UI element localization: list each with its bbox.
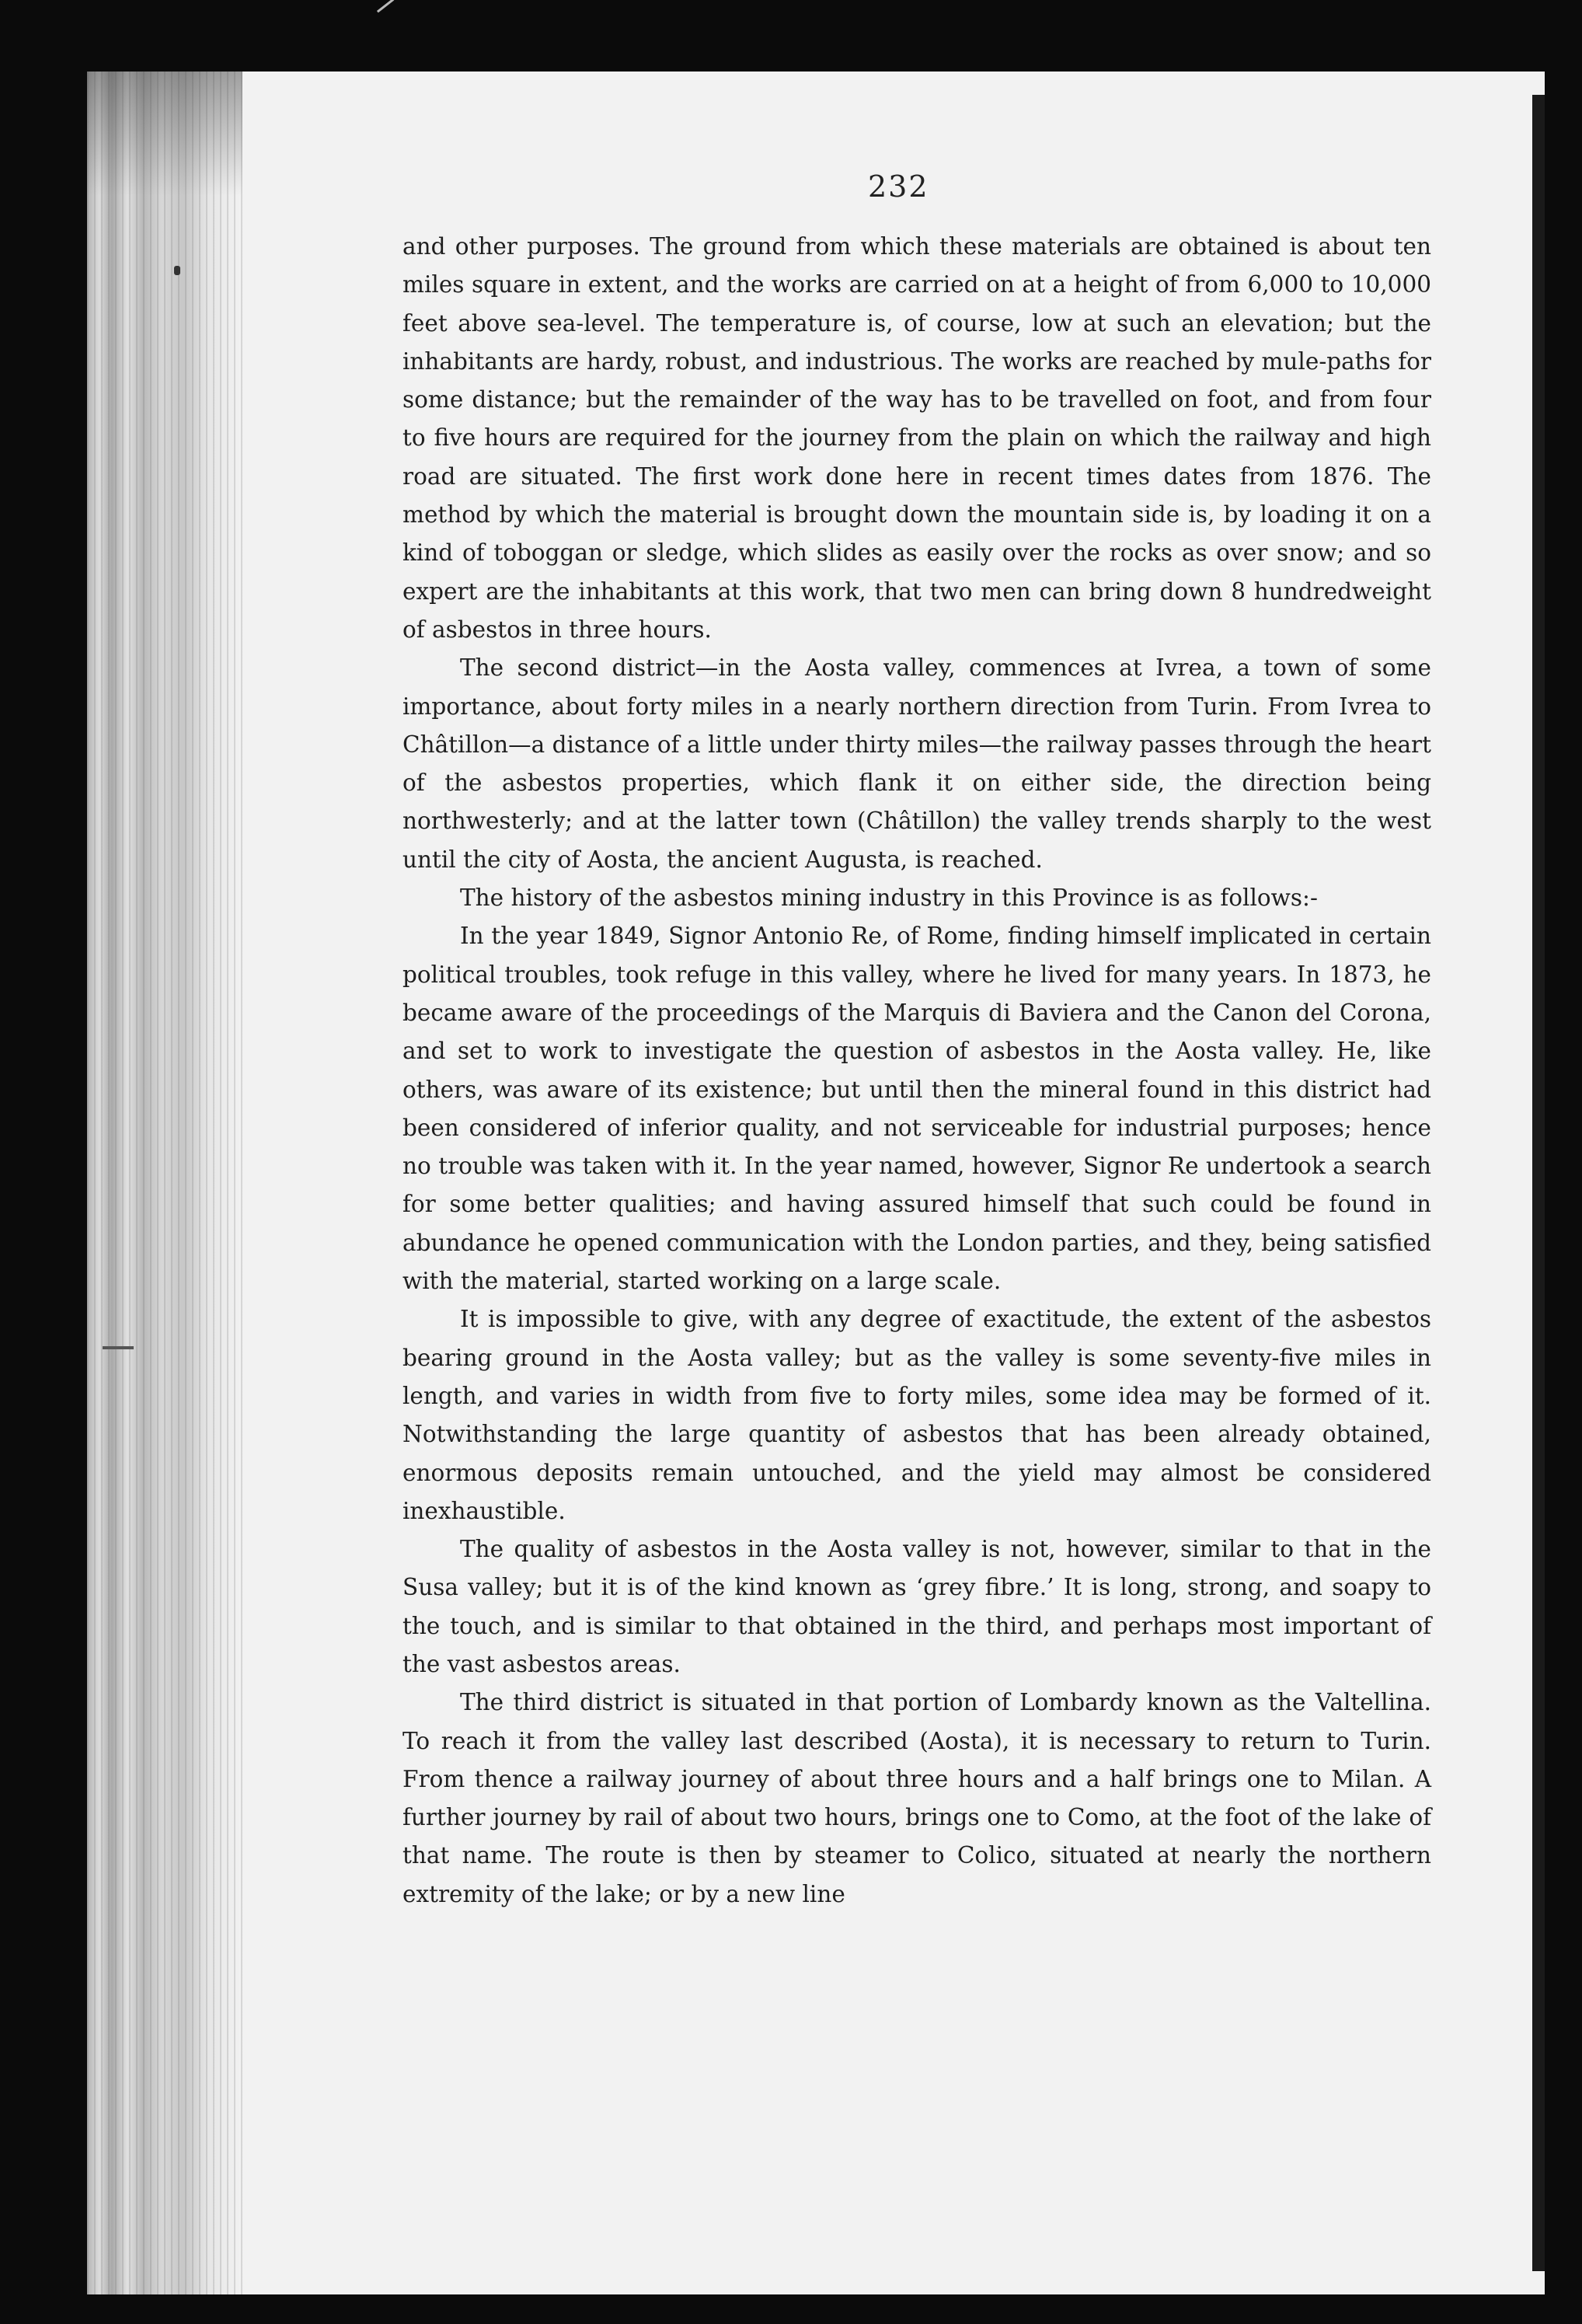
gutter-tick [103,1346,134,1349]
page-edge-shadow [1532,95,1545,2271]
paragraph-continuation: and other purposes. The ground from which these materials are obtained is about ten miles square in extent, and the works are carried on at a height of from 6,000 to 10,000 feet above sea-level. The temperature is, of course, low at such an elevation; but the inhabitants are hardy, robust, and industrious. The works are reached by mule-paths for some distance; but the remainder of the way has to be travelled on foot, and from four to five hours are required for the journey from the plain on which the railway and high road are situated. The first work done here in recent times dates from 1876. The method by which the material is brought down the mountain side is, by loading it on a kind of toboggan or sledge, which slides as easily over the rocks as over snow; and so expert are the inhabitants at this work, that two men can bring down 8 hundredweight of asbestos in three hours. [402,233,1431,643]
paragraph-signor-re: In the year 1849, Signor Antonio Re, of Rome, finding himself implicated in certain political troubles, took refuge in this valley, where he lived for many years. In 1873, he became aware of the proceedings of the Marquis di Baviera and the Canon del Corona, and set to work to investigate the question of asbestos in the Aosta valley. He, like others, was aware of its existence; but until then the mineral found in this district had been considered of inferior quality, and not serviceable for industrial purposes; hence no trouble was taken with it. In the year named, however, Signor Re undertook a search for some better qualities; and having assured himself that such could be found in abundance he opened communication with the London parties, and they, being satisfied with the material, started working on a large scale. [402,923,1431,1295]
paragraph-quality: The quality of asbestos in the Aosta valley is not, however, similar to that in the Susa valley; but it is of the kind known as ‘grey fibre.’ It is long, strong, and soapy to the touch, and is similar to that obtained in the third, and perhaps most important of the vast asbestos areas. [402,1536,1431,1677]
body-text [402,228,1431,1914]
paragraph-extent: It is impossible to give, with any degree of exactitude, the extent of the asbestos bearing ground in the Aosta valley; but as the valley is some seventy-five miles in length, and varies in width from five to forty miles, some idea may be formed of it. Notwithstanding the large quantity of asbestos that has been already obtained, enormous deposits remain untouched, and the yield may almost be considered inexhaustible. [402,1306,1431,1524]
gutter-mark [174,266,180,275]
page-number: 232 [868,169,929,204]
page-gutter [87,72,242,2294]
paragraph-third-district: The third district is situated in that portion of Lombardy known as the Valtellina. To reach it from the valley last described (Aosta), it is necessary to return to Turin. From thence a railway journey of about three hours and a half brings one to Milan. A further journey by rail of about two hours, brings one to Como, at the foot of the lake of that name. The route is then by steamer to Colico, situated at nearly the northern extremity of the lake; or by a new line [402,1689,1431,1907]
paragraph-second-district: The second district—in the Aosta valley, commences at Ivrea, a town of some importance, about forty miles in a nearly northern direction from Turin. From Ivrea to Châtillon—a distance of a little under thirty miles—the railway passes through the heart of the asbestos properties, which flank it on either side, the direction being northwesterly; and at the latter town (Châtillon) the valley trends sharply to the west until the city of Aosta, the ancient Augusta, is reached. [402,654,1431,873]
paragraph-history-intro: The history of the asbestos mining industry in this Province is as follows:- [460,885,1318,912]
scan-mark [377,0,402,23]
